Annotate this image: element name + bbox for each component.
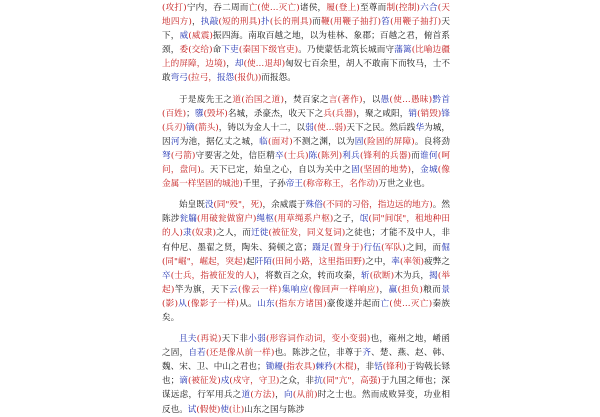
annotation-note: (毁坏) [203, 108, 228, 119]
annotation-note: (攻打) [162, 3, 187, 13]
annotated-word: 卒 [162, 270, 171, 281]
annotated-word: 使 [220, 404, 229, 415]
annotated-word: 响 [290, 284, 300, 295]
body-text: 之间，而 [405, 242, 442, 253]
body-text: 。天下已定，始皇之心，自以为关中之 [200, 165, 352, 176]
annotated-word: 锋 [441, 108, 450, 119]
annotated-word: 倔 [441, 242, 450, 253]
annotated-word: 卒 [275, 150, 284, 161]
annotation-note: (木棍) [332, 362, 357, 373]
body-text: 之徒也；才能不及中人，非有仲尼、墨翟之贤，陶朱、猗顿之富； [162, 228, 450, 253]
body-text: 为池，据亿丈之城， [179, 136, 260, 147]
body-text: ，焚百家之 [283, 94, 329, 105]
body-text: ， [226, 59, 235, 70]
body-text: 始皇既 [179, 200, 205, 211]
annotated-word: 兵 [351, 150, 360, 161]
annotation-note: 制(控制) [386, 3, 420, 13]
body-text: 为城，因 [162, 122, 450, 147]
paragraph-gap [162, 86, 450, 93]
annotated-word: 报怨 [216, 73, 235, 84]
annotation-note: (戍守，守卫) [229, 376, 280, 387]
annotated-word: 集 [281, 284, 291, 295]
annotation-note: 鞭(用鞭子抽打) [321, 17, 382, 28]
body-text: ，非 [356, 362, 375, 373]
annotation-note: (称帝称王，名作动) [302, 179, 379, 190]
body-text: 而 [312, 17, 322, 28]
annotation-note: (拉弓， [187, 73, 217, 84]
annotation-note: (方法) [250, 390, 275, 401]
annotated-word: 利 [342, 150, 352, 161]
body-text: 之中， [365, 256, 392, 267]
annotated-word: 弱 [305, 122, 314, 133]
annotation-note: (销毁) [417, 108, 442, 119]
annotation-note: (同"间氓"，租地种田的人) [162, 214, 450, 239]
annotated-word: 愚 [380, 94, 390, 105]
annotated-word: 亡 [380, 298, 390, 309]
annotated-word: 从 [177, 298, 188, 309]
body-text: ； [186, 108, 195, 119]
body-text: 。良将劲 [414, 136, 450, 147]
annotated-word: 迁 [251, 228, 260, 239]
annotation-note: (田间小路，这里指田野) [272, 256, 366, 267]
body-text: ， [191, 17, 201, 28]
body-text: 、楚、燕、赵、韩、魏、宋、卫、中山之君也； [162, 348, 450, 373]
body-text: 千里，子孙 [242, 179, 286, 190]
annotation-note: 委(交给) [179, 45, 213, 56]
annotation-note: (天地四方) [162, 3, 450, 28]
annotation-note: (使…退却) [243, 59, 286, 70]
annotation-note: (用破瓮做窗户) [197, 214, 257, 225]
body-text: 于九国之师也；深谋远虑，行军用兵之 [162, 376, 450, 401]
body-text: 不测之渊，以为 [292, 136, 355, 147]
annotation-note: 道(治国之道) [232, 94, 284, 105]
body-text: 天下之民。然后践 [346, 122, 416, 133]
body-text: 疲弊之 [424, 256, 450, 267]
annotated-word: 阡陌 [254, 256, 273, 267]
annotation-note: (短的刑具) [218, 17, 261, 28]
annotation-note: (假使) [196, 404, 221, 415]
annotated-word: 道 [241, 390, 251, 401]
annotation-note: (还是像从前一样) [205, 348, 275, 359]
annotation-note: (士兵) [283, 150, 309, 161]
body-text: 守要害之处，信臣精 [195, 150, 276, 161]
annotation-note: (锋利) [382, 362, 407, 373]
body-text: 竿为旗，天下 [174, 284, 229, 295]
annotation-note: (呵问，盘问) [162, 150, 450, 176]
annotated-word: 销 [408, 108, 418, 119]
annotation-note: (使…愚昧) [389, 94, 433, 105]
body-text: 名城，杀豪杰，收天下之 [227, 108, 324, 119]
annotated-word: 镝 [186, 122, 195, 133]
body-text: ， [411, 165, 421, 176]
body-text: ，聚之咸阳， [356, 108, 409, 119]
annotation-note: (担负) [397, 284, 423, 295]
annotation-note: (被征发) [187, 376, 221, 387]
body-text: 粮而 [422, 284, 442, 295]
annotated-word: 棘矜 [315, 362, 333, 373]
annotated-word: 且夫 [179, 334, 197, 345]
annotation-note: (用草绳系户枢) [273, 214, 334, 225]
body-text: 天下非 [221, 334, 249, 345]
annotation-note: (率领) [399, 256, 425, 267]
annotated-word: 河 [170, 136, 180, 147]
annotated-word: 帝王 [285, 179, 303, 190]
annotation-note: (使…灭亡) [389, 298, 433, 309]
annotation-note: 履(登上) [326, 3, 360, 13]
body-text: ， [274, 390, 285, 401]
annotated-word: 威 [179, 31, 189, 42]
annotation-note: (百姓) [162, 108, 187, 119]
annotation-note: (同"崛"，崛起，突起) [162, 256, 246, 267]
annotation-note: (从前) [292, 390, 318, 401]
annotated-word: 行伍 [363, 242, 382, 253]
paragraph-4 [162, 332, 450, 417]
body-text: 木为兵， [394, 270, 430, 281]
annotation-note: (再说) [196, 334, 222, 345]
annotation-note: (箭头) [194, 122, 219, 133]
paragraph-gap [162, 191, 450, 198]
annotated-word: 隶 [182, 228, 192, 239]
annotation-note: (险固的屏障) [363, 136, 415, 147]
annotated-word: 山东 [257, 298, 275, 309]
annotation-note: (士兵，指被征发的人) [170, 270, 257, 281]
annotation-note: (秦国下级官吏) [238, 45, 299, 56]
annotated-word: 戍 [220, 376, 230, 387]
annotation-note: 亡(使…灭亡) [248, 3, 300, 13]
paragraph-gap [162, 325, 450, 332]
body-text: 之人，而 [216, 228, 252, 239]
body-text: 而报怨。 [261, 73, 296, 84]
annotated-word: 黔首 [432, 94, 450, 105]
body-text: ，铸以为金人十二，以 [218, 122, 306, 133]
body-text: 之众，非 [279, 376, 315, 387]
body-text: 振四海。南取百越之地，以为桂林、象郡；百越之君，俯首系颈， [162, 31, 450, 56]
annotation-note: (奴隶) [191, 228, 216, 239]
annotated-word: 应 [299, 284, 309, 295]
annotation-note: (像云一样) [238, 284, 282, 295]
annotated-word: 执敲 [200, 17, 219, 28]
annotation-note: (用鞭子抽打) [390, 17, 442, 28]
annotated-word: 赢 [388, 284, 398, 295]
annotation-note: (兵刃) [162, 122, 187, 133]
annotated-word: 云 [228, 284, 239, 295]
annotation-note: (军队) [381, 242, 406, 253]
annotation-note: (使…弱) [313, 122, 347, 133]
body-text: ，余威震于 [262, 200, 306, 211]
body-text: 诸侯， [299, 3, 327, 13]
annotation-note: (弓箭) [170, 150, 196, 161]
annotation-note: (陈列) [317, 150, 343, 161]
body-text: 起 [245, 256, 255, 267]
annotated-word: 弯弓 [170, 73, 188, 84]
annotated-word: 徙 [259, 228, 269, 239]
body-text: 天下， [162, 17, 450, 42]
annotation-note: (形容词作动词，变小变弱) [265, 334, 371, 345]
annotated-word: 齐 [362, 348, 372, 359]
annotated-word: 蹑 [311, 242, 321, 253]
body-text: 也，雍州之地，崤函之固， [162, 334, 450, 359]
body-text: ，将数百之众，转而攻秦， [256, 270, 362, 281]
annotation-note: (让) [228, 404, 245, 415]
annotated-word: 铦 [374, 362, 383, 373]
annotated-word: 六合 [419, 3, 438, 13]
annotated-word: 氓 [359, 214, 369, 225]
annotation-note: 言(著作) [328, 94, 363, 105]
annotation-note: (威震) [188, 31, 213, 42]
annotated-word: 景 [441, 284, 450, 295]
annotated-word: 金城 [420, 165, 438, 176]
annotation-note: (不同的习俗，指边远的地方) [322, 200, 433, 211]
body-text: 命 [212, 45, 222, 56]
annotation-note: (锋利的兵器) [359, 150, 412, 161]
annotated-word: 临 [259, 136, 269, 147]
document-page [162, 0, 450, 415]
annotated-word: 自若 [188, 348, 206, 359]
annotation-note: (被征发，同义复词) [268, 228, 346, 239]
body-text: 至尊而 [359, 3, 387, 13]
body-text: 之子， [333, 214, 360, 225]
body-text: 从。 [238, 298, 258, 309]
annotation-note: (同"殁"，死) [213, 200, 263, 211]
annotated-word: 何 [428, 150, 438, 161]
annotated-word: 试 [187, 404, 197, 415]
body-text: 山东之国与陈涉 [244, 404, 305, 415]
annotated-word: 下吏 [221, 45, 239, 56]
annotation-note: (比喻边疆上的屏障，边境) [162, 45, 450, 70]
annotated-word: 扑 [260, 17, 270, 28]
annotated-word: 瓮牖 [179, 214, 197, 225]
annotated-word: 没 [204, 200, 214, 211]
body-text: ，以 [362, 94, 381, 105]
paragraph-1 [162, 1, 450, 86]
annotation-note: (坚固的地势) [359, 165, 412, 176]
annotated-word: 陈 [308, 150, 318, 161]
body-text: 而 [411, 150, 421, 161]
annotated-word: 笞 [381, 17, 391, 28]
body-text: 宁内，吞二周而 [186, 3, 249, 13]
annotated-word: 抗 [314, 376, 323, 387]
annotation-note: (长的刑具) [269, 17, 313, 28]
annotation-note: (像影子一样) [187, 298, 239, 309]
body-text: 也。陈涉之位，非尊于 [274, 348, 363, 359]
paragraph-3 [162, 198, 450, 325]
paragraph-2 [162, 93, 450, 192]
annotation-note: (像金属一样坚固的城池) [162, 165, 450, 190]
annotated-word: 弩 [162, 150, 171, 161]
annotation-note: (面对) [268, 136, 293, 147]
body-text: 。然陈涉 [162, 200, 450, 225]
annotated-word: 殊俗 [305, 200, 323, 211]
annotation-note: (砍断) [369, 270, 395, 281]
annotated-word: 向 [284, 390, 293, 401]
annotated-word: 谪 [179, 376, 188, 387]
annotated-word: 隳 [194, 108, 204, 119]
annotated-word: 藩篱 [394, 45, 412, 56]
body-text: 匈奴七百余里，胡人不敢南下而牧马，士不敢 [162, 59, 450, 84]
annotation-note: (举起) [162, 270, 450, 295]
annotation-note: (报仇)) [234, 73, 262, 84]
annotation-note: (同"亢"，高强) [322, 376, 381, 387]
annotated-word: 率 [391, 256, 400, 267]
annotated-word: 固 [354, 136, 364, 147]
annotated-word: 华 [415, 122, 425, 133]
annotated-word: 揭 [429, 270, 438, 281]
body-text: 于钩戟长铩也； [162, 362, 450, 387]
body-text: 时之士也。然而成败异变，功业相反也。 [162, 390, 450, 415]
annotated-word: 斩 [361, 270, 370, 281]
annotation-note: (影) [162, 298, 178, 309]
body-text: 秦族矣。 [162, 298, 450, 323]
body-text: 万世之业也。 [378, 179, 430, 190]
annotation-note: (置身于) [329, 242, 364, 253]
body-text: 于是废先王之 [179, 94, 233, 105]
annotated-word: 足 [320, 242, 330, 253]
annotated-word: 绳枢 [256, 214, 274, 225]
annotation-note: (指东方诸国) [274, 298, 327, 309]
annotated-word: 锄耰 [265, 362, 283, 373]
body-text: 。乃使蒙恬北筑长城而守 [298, 45, 395, 56]
body-text: ， [379, 284, 389, 295]
annotated-word: 固 [351, 165, 360, 176]
annotated-word: 小弱 [248, 334, 266, 345]
annotation-note: 兵(兵器) [323, 108, 357, 119]
annotation-note: (像回声一样响应) [308, 284, 380, 295]
annotated-word: 却 [234, 59, 244, 70]
body-text: 豪俊遂并起而 [326, 298, 381, 309]
annotation-note: (指农具) [282, 362, 316, 373]
annotated-word: 谁 [420, 150, 429, 161]
